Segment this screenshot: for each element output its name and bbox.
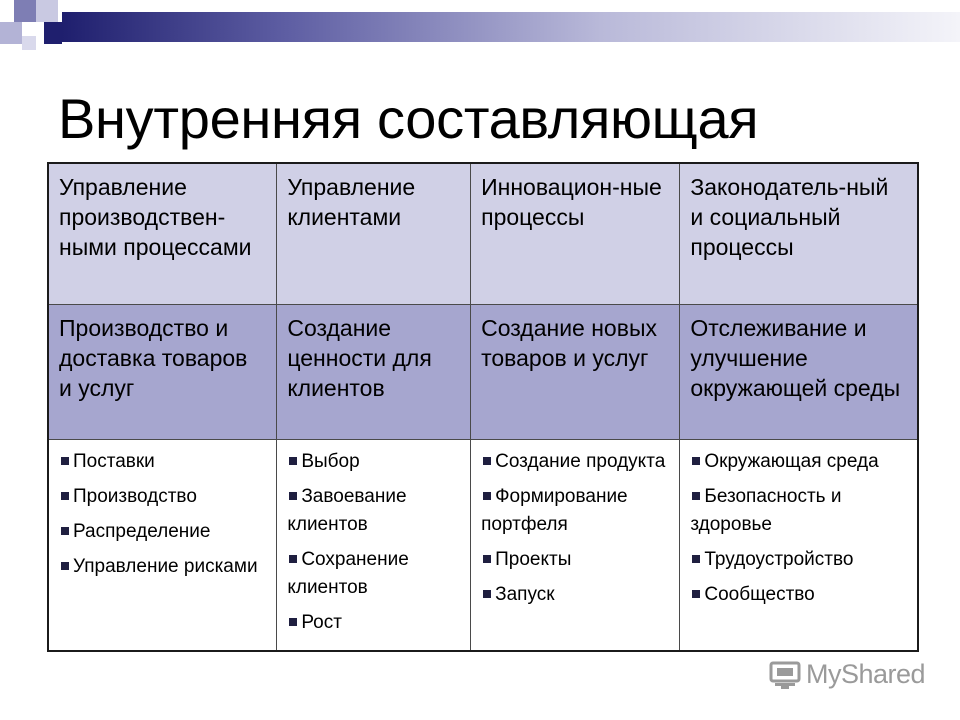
square-bullet-icon	[692, 492, 700, 500]
table-header-cell: Управление клиентами	[277, 163, 471, 305]
table-row-activities	[48, 440, 918, 652]
square-bullet-icon	[61, 457, 69, 465]
square-bullet-icon	[61, 492, 69, 500]
watermark-text: MyShared	[806, 658, 926, 689]
table-header-cell: Инновацион-ные процессы	[471, 163, 680, 305]
square-bullet-icon	[483, 590, 491, 598]
square-bullet-icon	[61, 527, 69, 535]
list-item: Выбор	[287, 448, 460, 476]
square-bullet-icon	[289, 618, 297, 626]
decor-square	[36, 0, 58, 22]
list-item: Завоевание клиентов	[287, 486, 407, 535]
objective-cell: Создание новых товаров и услуг	[471, 305, 680, 440]
square-bullet-icon	[483, 555, 491, 563]
bullet-list	[481, 448, 669, 609]
list-item: Рост	[287, 609, 460, 637]
list-item: Трудоустройство	[690, 546, 907, 574]
bullet-list	[287, 448, 460, 637]
bullet-list	[690, 448, 907, 609]
list-item: Окружающая среда	[690, 448, 907, 476]
bullet-list	[59, 448, 266, 581]
header-gradient-bar	[62, 12, 960, 42]
table-row-objectives	[48, 305, 918, 440]
square-bullet-icon	[692, 457, 700, 465]
decor-square	[0, 22, 22, 44]
activity-cell	[680, 440, 918, 652]
page-title: Внутренняя составляющая	[58, 87, 759, 150]
objective-cell: Производство и доставка товаров и услуг	[48, 305, 277, 440]
table-header-cell: Управление производствен-ными процессами	[48, 163, 277, 305]
table-header-cell: Законодатель-ный и социальный процессы	[680, 163, 918, 305]
list-item: Поставки	[59, 448, 266, 476]
list-item: Производство	[59, 483, 266, 511]
objective-cell: Создание ценности для клиентов	[277, 305, 471, 440]
list-item: Проекты	[481, 546, 669, 574]
myshared-watermark[interactable]	[768, 657, 925, 691]
square-bullet-icon	[289, 555, 297, 563]
decor-square	[44, 22, 62, 44]
objective-cell: Отслеживание и улучшение окружающей среды	[680, 305, 918, 440]
square-bullet-icon	[483, 492, 491, 500]
square-bullet-icon	[483, 457, 491, 465]
list-item: Формирование портфеля	[481, 486, 628, 535]
square-bullet-icon	[692, 590, 700, 598]
list-item: Сообщество	[690, 581, 907, 609]
process-table	[47, 162, 919, 652]
list-item: Запуск	[481, 581, 669, 609]
square-bullet-icon	[289, 492, 297, 500]
square-bullet-icon	[61, 562, 69, 570]
activity-cell	[48, 440, 277, 652]
square-bullet-icon	[289, 457, 297, 465]
list-item: Управление рисками	[59, 553, 266, 581]
list-item: Распределение	[59, 518, 266, 546]
myshared-logo-icon	[768, 657, 802, 691]
activity-cell	[277, 440, 471, 652]
decor-square	[22, 36, 36, 50]
activity-cell	[471, 440, 680, 652]
list-item: Создание продукта	[481, 448, 669, 476]
table-header-row	[48, 163, 918, 305]
square-bullet-icon	[692, 555, 700, 563]
list-item: Сохранение клиентов	[287, 549, 409, 598]
decor-square	[14, 0, 36, 22]
list-item: Безопасность и здоровье	[690, 486, 842, 535]
